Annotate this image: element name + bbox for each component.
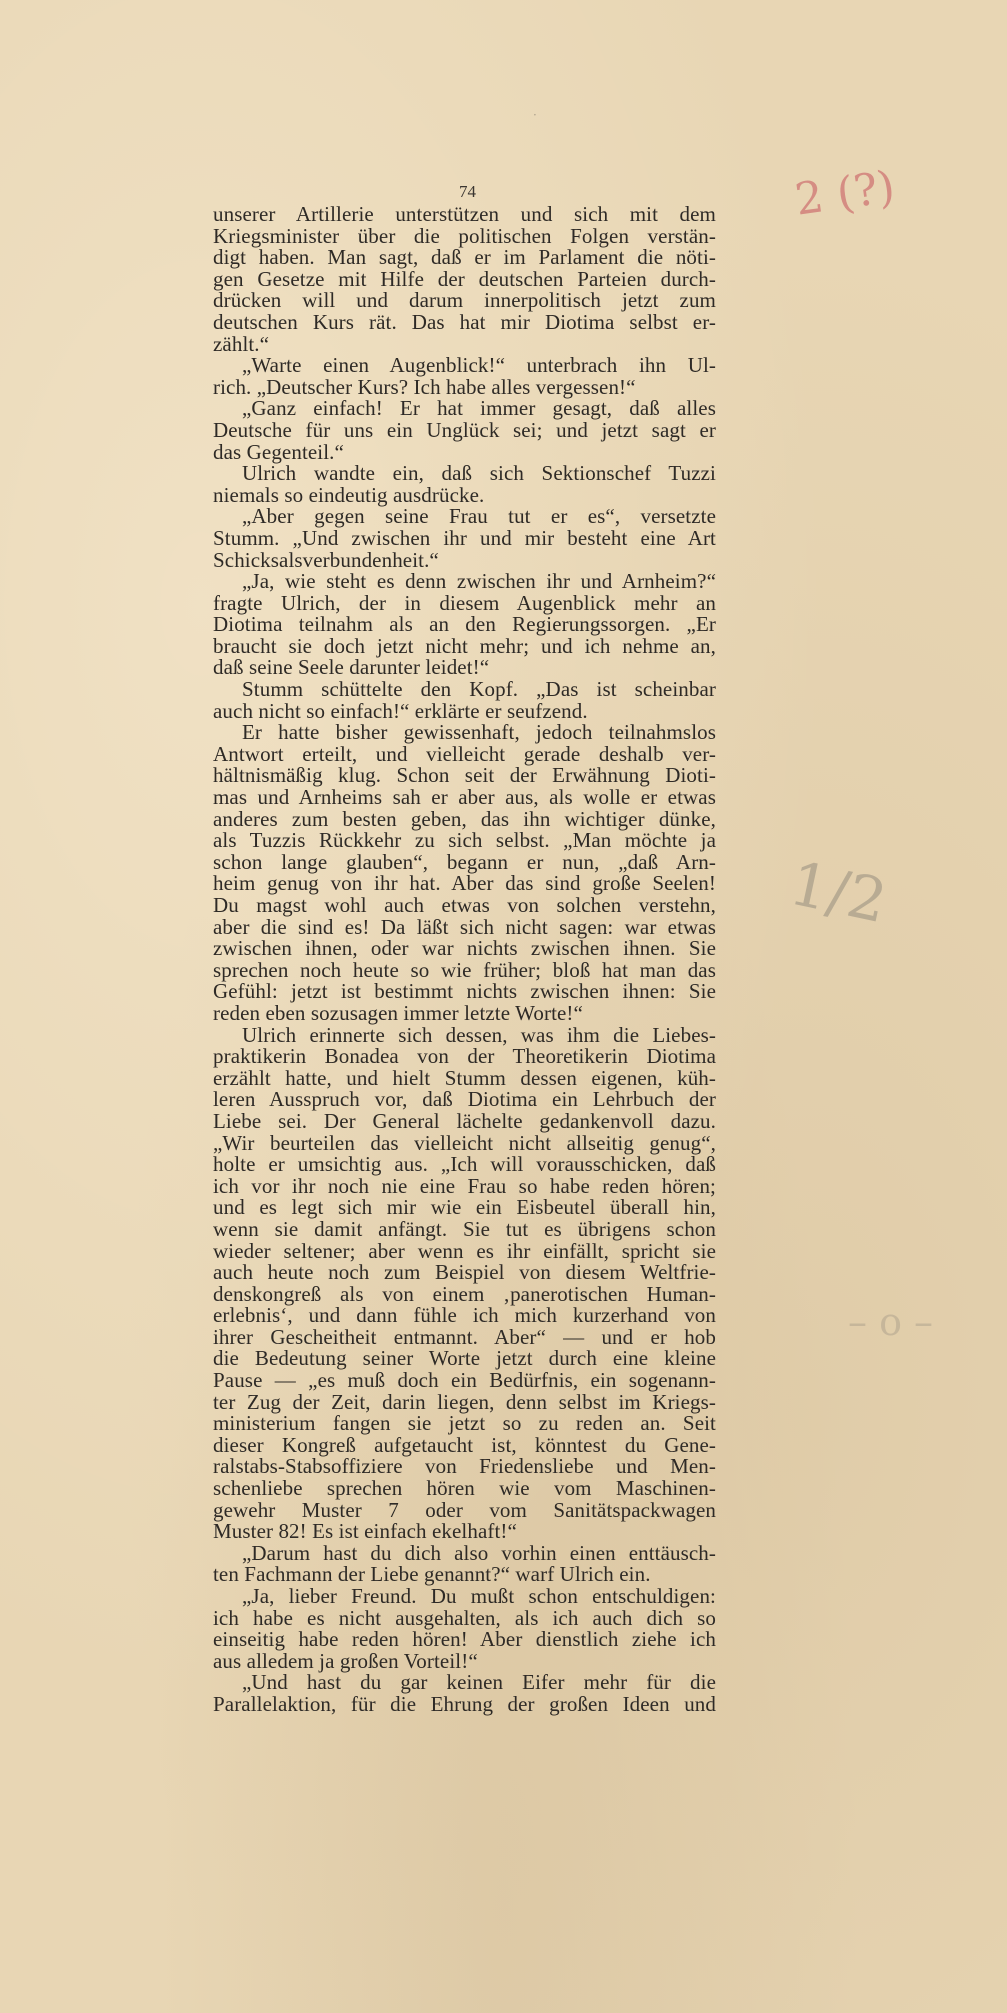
text-line: Muster 82! Es ist einfach ekelhaft!“ [213,1519,517,1544]
text-line: zwischen ihnen, oder war nichts zwischen ihnen. Sie [213,936,716,961]
text-line: holte er umsichtig aus. „Ich will vorausschicken, daß [213,1152,716,1177]
pencil-margin-dash: – o – [848,1300,934,1344]
text-line: erlebnis‘, und dann fühle ich mich kurzerhand von [213,1303,716,1328]
text-line: leren Ausspruch vor, daß Diotima ein Lehrbuch der [213,1087,716,1112]
text-line: wieder seltener; aber wenn es ihr einfällt, spricht sie [213,1238,716,1263]
text-line: „Darum hast du dich also vorhin einen enttäusch- [242,1540,716,1565]
text-line: auch heute noch zum Beispiel von diesem Weltfrie- [213,1260,716,1285]
text-line: ihrer Gescheitheit entmannt. Aber“ — und er hob [213,1324,716,1349]
text-line: Deutsche für uns ein Unglück sei; und jetzt sagt er [213,417,716,442]
text-line: daß seine Seele darunter leidet!“ [213,655,490,680]
text-line: als Tuzzis Rückkehr zu sich selbst. „Man möchte ja [213,828,716,853]
text-line: einseitig habe reden hören! Aber dienstlich ziehe ich [213,1627,716,1652]
text-line: ich habe es nicht ausgehalten, als ich auch dich so [213,1605,716,1630]
text-line: Kriegsminister über die politischen Folgen verstän- [213,223,716,248]
text-line: gen Gesetze mit Hilfe der deutschen Parteien durch- [213,266,716,291]
text-line: Ulrich erinnerte sich dessen, was ihm die Liebes- [242,1022,716,1047]
pencil-margin-annotation: 1/2 [783,848,893,938]
text-line: hältnismäßig klug. Schon seit der Erwähnung Dioti- [213,763,716,788]
text-line: rich. „Deutscher Kurs? Ich habe alles vergessen!“ [213,374,636,399]
text-column [213,204,716,1716]
text-line: Schicksalsverbundenheit.“ [213,547,439,572]
text-line: denskongreß als von einem ‚panerotischen Human- [213,1281,716,1306]
text-line: das Gegenteil.“ [213,439,344,464]
text-line: „Und hast du gar keinen Eifer mehr für die [242,1670,716,1695]
text-line: „Ja, wie steht es denn zwischen ihr und Arnheim?“ [242,569,716,594]
text-line: anderes zum besten geben, das ihn wichtiger dünke, [213,806,716,831]
text-line: Diotima teilnahm als an den Regierungssorgen. „Er [213,612,716,637]
text-line: Stumm. „Und zwischen ihr und mir besteht eine Art [213,525,716,550]
text-line: deutschen Kurs rät. Das hat mir Diotima selbst er- [213,309,716,334]
text-line: zählt.“ [213,331,270,356]
text-line: fragte Ulrich, der in diesem Augenblick mehr an [213,590,716,615]
text-line: niemals so eindeutig ausdrücke. [213,482,485,507]
text-line: die Bedeutung seiner Worte jetzt durch eine kleine [213,1346,716,1371]
text-line: Antwort erteilt, und vielleicht gerade deshalb ver- [213,741,716,766]
text-line: „Wir beurteilen das vielleicht nicht allseitig genug“, [213,1130,716,1155]
text-line: Du magst wohl auch etwas von solchen verstehn, [213,893,716,917]
text-line: erzählt hatte, und hielt Stumm dessen eigenen, küh- [213,1065,716,1090]
text-line: ich vor ihr noch nie eine Frau so habe reden hören; [213,1173,716,1198]
page-number: 74 [459,182,476,201]
text-line: Stumm schüttelte den Kopf. „Das ist scheinbar [242,677,716,702]
text-line: aber die sind es! Da läßt sich nicht sagen: war etwas [213,914,716,939]
text-line: drücken will und darum innerpolitisch jetzt zum [213,288,716,313]
text-line: ten Fachmann der Liebe genannt?“ warf Ulrich ein. [213,1562,651,1587]
text-line: auch nicht so einfach!“ erklärte er seufzend. [213,698,588,723]
text-line: Gefühl: jetzt ist bestimmt nichts zwischen ihnen: Sie [213,979,716,1004]
text-line: schenliebe sprechen hören wie vom Maschinen- [213,1476,716,1501]
text-line: Er hatte bisher gewissenhaft, jedoch teilnahmslos [242,720,716,745]
text-line: heim genug von ihr hat. Aber das sind große Seelen! [213,871,716,896]
text-line: „Ja, lieber Freund. Du mußt schon entschuldigen: [242,1584,716,1608]
text-line: sprechen noch heute so wie früher; bloß hat man das [213,957,716,982]
text-line: schon lange glauben“, begann er nun, „daß Arn- [213,849,716,874]
text-line: digt haben. Man sagt, daß er im Parlament die nöti- [213,245,716,270]
text-line: reden eben sozusagen immer letzte Worte!“ [213,1000,583,1025]
text-line: dieser Kongreß aufgetaucht ist, könntest du Gene- [213,1432,716,1457]
text-line: gewehr Muster 7 oder vom Sanitätspackwagen [213,1497,716,1522]
text-line: „Aber gegen seine Frau tut er es“, versetzte [242,504,716,529]
text-line: ter Zug der Zeit, darin liegen, denn selbst im Kriegs- [213,1389,716,1414]
text-line: Pause — „es muß doch ein Bedürfnis, ein sogenann- [213,1368,716,1393]
text-line: ministerium fangen sie jetzt so zu reden an. Seit [213,1411,716,1436]
ink-dot: · [533,108,537,122]
text-line: „Ganz einfach! Er hat immer gesagt, daß alles [242,396,716,421]
text-line: Ulrich wandte ein, daß sich Sektionschef Tuzzi [242,461,716,486]
text-line: ralstabs-Stabsoffiziere von Friedensliebe und Men- [213,1454,716,1479]
text-line: und es legt sich mir wie ein Eisbeutel überall hin, [213,1195,716,1220]
text-line: braucht sie doch jetzt nicht mehr; und ich nehme an, [213,633,716,658]
text-line: Liebe sei. Der General lächelte gedankenvoll dazu. [213,1108,716,1133]
text-line: Parallelaktion, für die Ehrung der großen Ideen und [213,1691,716,1716]
text-line: aus alledem ja großen Vorteil!“ [213,1648,478,1673]
text-line: unserer Artillerie unterstützen und sich mit dem [213,202,716,226]
text-line: „Warte einen Augenblick!“ unterbrach ihn Ul- [242,353,716,378]
red-margin-annotation: 2 (?) [791,161,898,226]
text-line: wenn sie damit anfängt. Sie tut es übrigens schon [213,1216,716,1241]
text-line: praktikerin Bonadea von der Theoretikerin Diotima [213,1044,716,1069]
text-line: mas und Arnheims sah er aber aus, als wolle er etwas [213,785,716,810]
